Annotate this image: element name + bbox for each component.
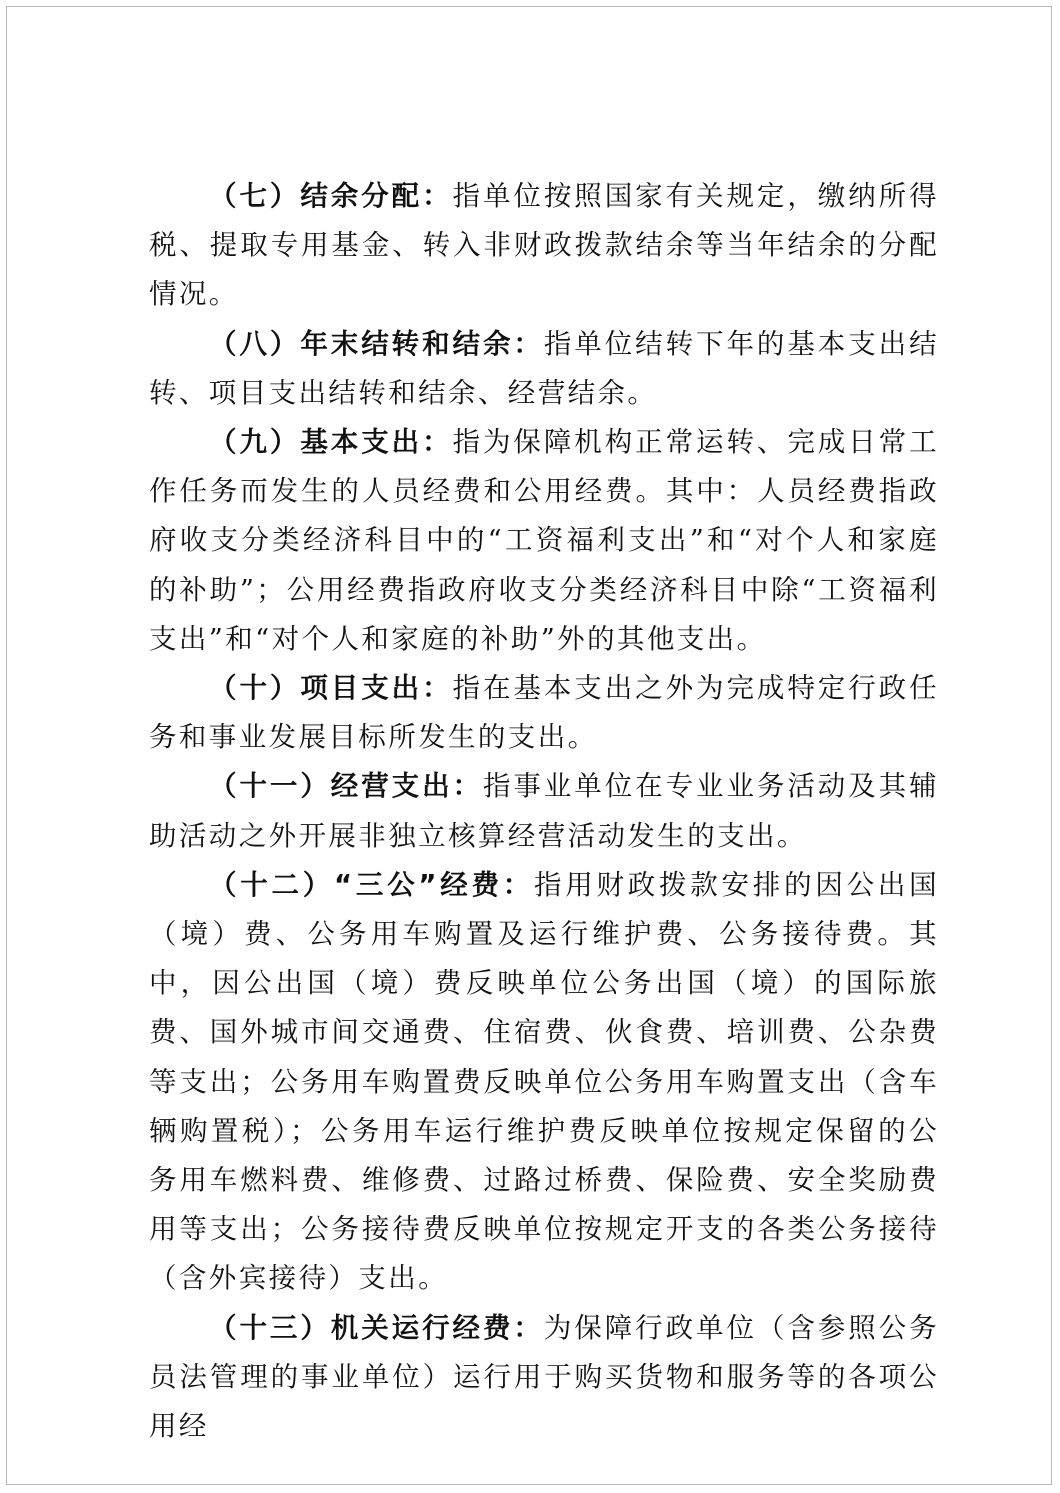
paragraph-basic-expenditure: [149, 418, 939, 664]
term-definition: 指单位按照国家有关规定，缴纳所得税、提取专用基金、转入非财政拨款结余等当年结余的分配情况。: [149, 180, 939, 311]
term-definition: 指单位结转下年的基本支出结转、项目支出结转和结余、经营结余。: [149, 327, 939, 409]
paragraph-operating-expenditure: [149, 762, 939, 860]
term-heading: （十）项目支出：: [209, 672, 453, 705]
term-heading: （十一）经营支出：: [209, 770, 483, 803]
term-heading: （七）结余分配：: [209, 180, 453, 212]
term-definition: 指事业单位在专业业务活动及其辅助活动之外开展非独立核算经营活动发生的支出。: [149, 770, 939, 852]
term-definition: 指用财政拨款安排的因公出国（境）费、公务用车购置及运行维护费、公务接待费。其中，因公出国（境）费反映单位公务出国（境）的国际旅费、国外城市间交通费、住宿费、伙食费、培训费、公杂费等支出；公务用车购置费反映单位公务用车购置支出（含车辆购置税）；公务用车运行维护费反映单位按规定保留的公务用车燃料费、维修费、过路过桥费、保险费、安全奖励费用等支出；公务接待费反映单位按规定开支的各类公务接待（含外宾接待）支出。: [149, 868, 940, 1295]
paragraph-surplus-distribution: [149, 172, 939, 320]
paragraph-project-expenditure: [149, 664, 939, 762]
term-heading: （十二）“三公”经费：: [209, 868, 534, 901]
term-definition: 为保障行政单位（含参照公务员法管理的事业单位）运行用于购买货物和服务等的各项公用经: [149, 1311, 939, 1443]
paragraph-agency-operating-funds: [149, 1304, 939, 1452]
paragraph-year-end-balance: [149, 320, 939, 418]
term-definition: 指为保障机构正常运转、完成日常工作任务而发生的人员经费和公用经费。其中：人员经费指政府收支分类经济科目中的“工资福利支出”和“对个人和家庭的补助”；公用经费指政府收支分类经济科目中除“工资福利支出”和“对个人和家庭的补助”外的其他支出。: [149, 426, 939, 655]
term-heading: （八）年末结转和结余：: [209, 327, 544, 360]
term-heading: （十三）机关运行经费：: [209, 1311, 544, 1344]
paragraph-three-public-expenses: [149, 861, 939, 1304]
term-definition: 指在基本支出之外为完成特定行政任务和事业发展目标所发生的支出。: [149, 672, 939, 754]
document-body: [149, 172, 939, 1451]
term-heading: （九）基本支出：: [209, 426, 453, 459]
